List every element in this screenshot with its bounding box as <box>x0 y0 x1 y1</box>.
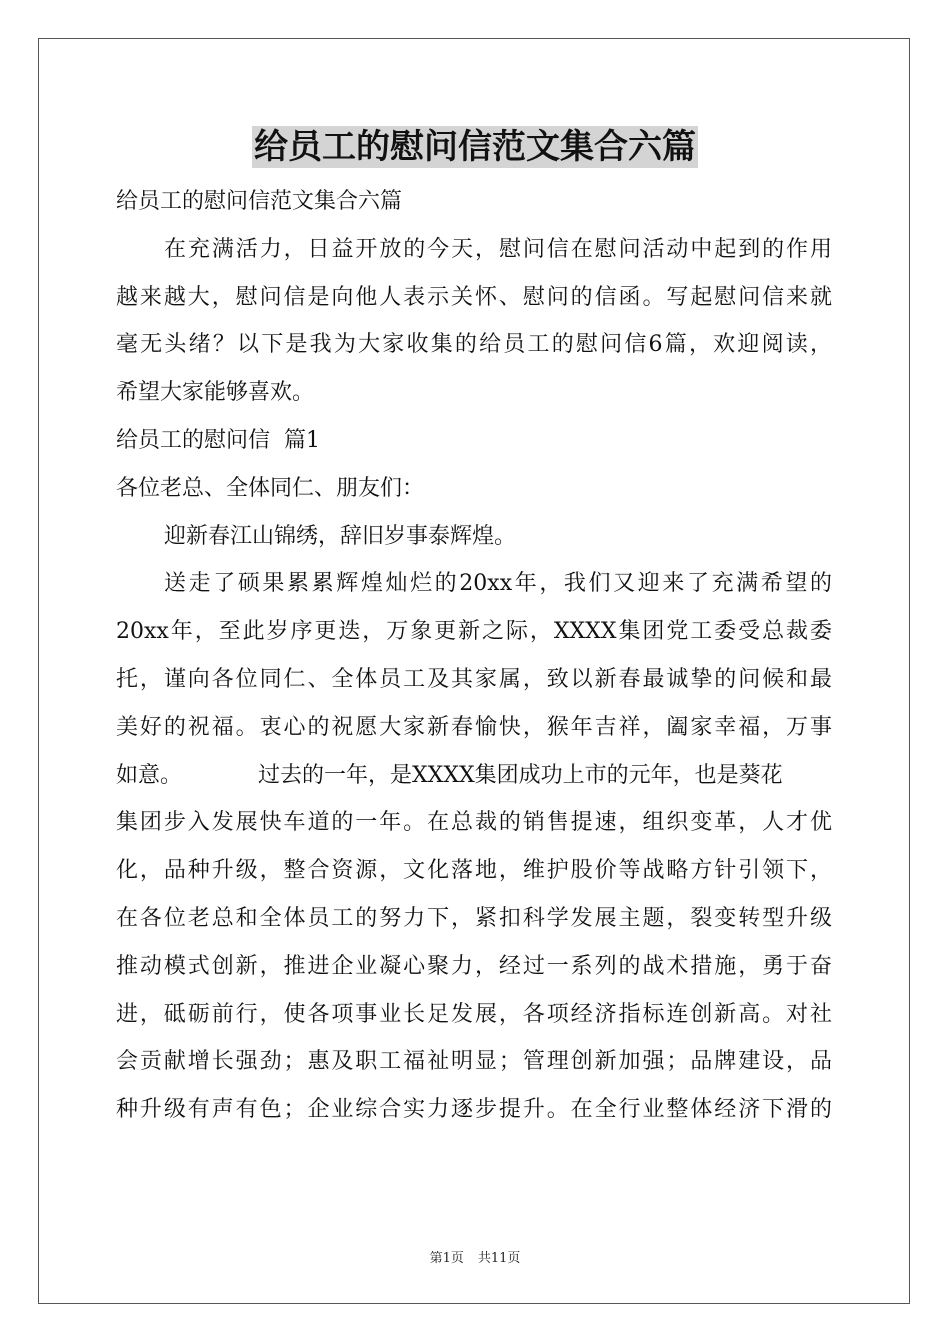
body-line: 美好的祝福。衷心的祝愿大家新春愉快，猴年吉祥，阖家幸福，万事 <box>116 714 832 740</box>
body-line: 种升级有声有色；企业综合实力逐步提升。在全行业整体经济下滑的 <box>116 1097 832 1123</box>
intro-line: 希望大家能够喜欢。 <box>116 380 315 406</box>
document-title: 给员工的慰问信范文集合六篇 <box>254 127 696 167</box>
body-line: 化，品种升级，整合资源，文化落地，维护股价等战略方针引领下， <box>116 858 832 884</box>
body-fragment: 过去的一年，是XXXX集团成功上市的元年，也是葵花 <box>258 762 783 788</box>
body-line: 托，谨向各位同仁、全体员工及其家属，致以新春最诚挚的问候和最 <box>116 666 832 692</box>
mixed-body-line <box>116 752 832 800</box>
title-container <box>0 126 950 168</box>
total-pages: 共11页 <box>477 1251 521 1266</box>
body-line: 集团步入发展快车道的一年。在总裁的销售提速，组织变革，人才优 <box>116 810 832 836</box>
greeting-line: 迎新春江山锦绣，辞旧岁事泰辉煌。 <box>164 523 517 549</box>
page-number: 第1页 <box>429 1251 464 1266</box>
salutation: 各位老总、全体同仁、朋友们： <box>116 475 425 501</box>
body-line: 进，砥砺前行，使各项事业长足发展，各项经济指标连创新高。对社 <box>116 1001 832 1027</box>
intro-line: 毫无头绪？以下是我为大家收集的给员工的慰问信6篇，欢迎阅读， <box>116 332 832 358</box>
intro-line: 越来越大，慰问信是向他人表示关怀、慰问的信函。写起慰问信来就 <box>116 284 832 310</box>
page-footer <box>0 1247 950 1266</box>
body-line: 推动模式创新，推进企业凝心聚力，经过一系列的战术措施，勇于奋 <box>116 953 832 979</box>
body-line: 在各位老总和全体员工的努力下，紧扣科学发展主题，裂变转型升级 <box>116 905 832 931</box>
body-line: 送走了硕果累累辉煌灿烂的20xx年，我们又迎来了充满希望的 <box>164 571 832 597</box>
body-line: 20xx年，至此岁序更迭，万象更新之际，XXXX集团党工委受总裁委 <box>116 619 832 645</box>
section-heading: 给员工的慰问信 篇1 <box>116 427 320 453</box>
body-fragment: 如意。 <box>116 762 183 788</box>
document-subtitle: 给员工的慰问信范文集合六篇 <box>116 189 403 214</box>
intro-line: 在充满活力，日益开放的今天，慰问信在慰问活动中起到的作用 <box>164 236 832 262</box>
document-body <box>116 178 832 1134</box>
body-line: 会贡献增长强劲；惠及职工福祉明显；管理创新加强；品牌建设，品 <box>116 1049 832 1075</box>
